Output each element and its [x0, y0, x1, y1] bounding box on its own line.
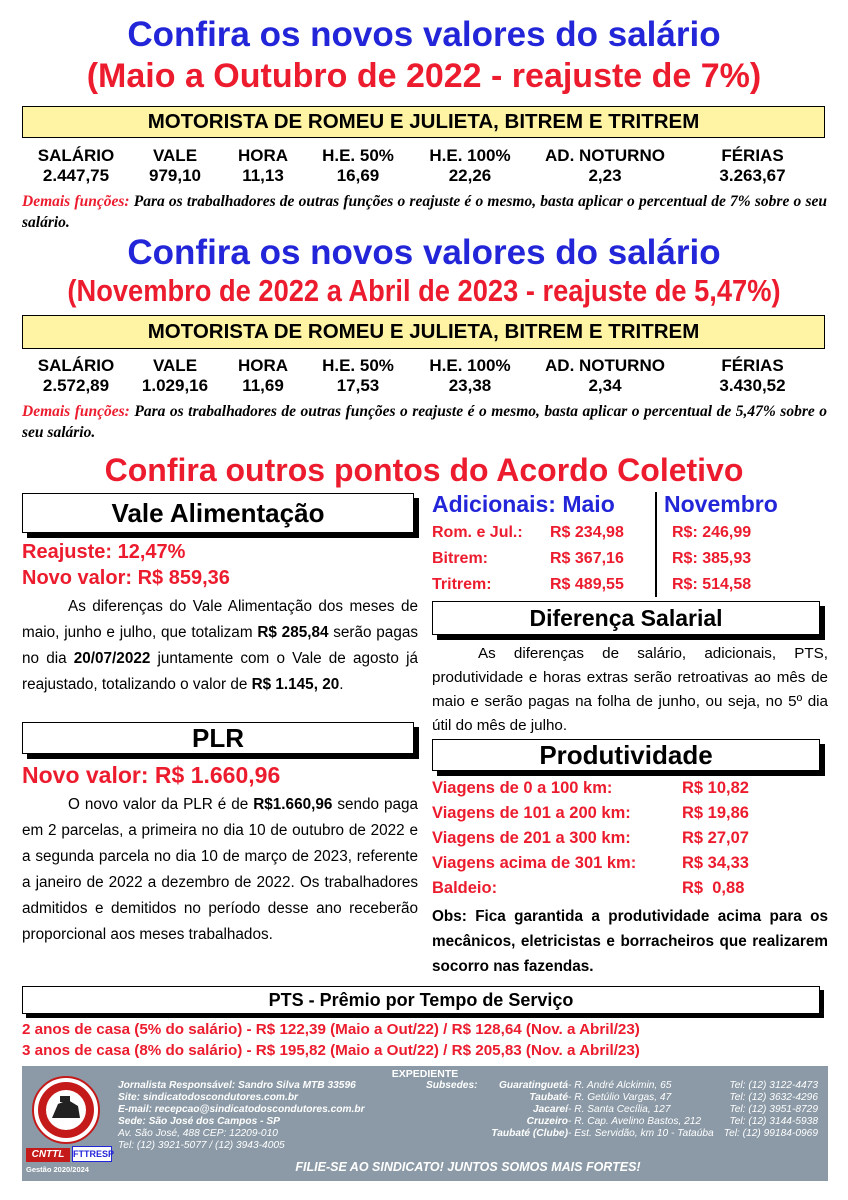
header-he100: H.E. 100%	[429, 356, 511, 375]
produtividade-row	[432, 776, 832, 801]
produtividade-obs: Obs: Fica garantida a produtividade acima para os mecânicos, eletricistas e borracheiros que realizarem socorro nas fazendas.	[432, 908, 828, 975]
produtividade-row	[432, 826, 832, 851]
subsede-city: Jacareí	[532, 1104, 568, 1115]
vale-text-2: serão pagas no dia	[22, 624, 418, 667]
subsede-phone: Tel: (12) 3122-4473	[729, 1080, 818, 1091]
value-ferias: 3.263,67	[719, 166, 786, 185]
produtividade-header: Produtividade	[432, 739, 820, 771]
subsedes-list	[426, 1080, 818, 1140]
acordo-title: Confira outros pontos do Acordo Coletivo	[104, 452, 744, 488]
produtividade-label: Baldeio:	[432, 879, 498, 897]
value-ferias: 3.430,52	[719, 376, 786, 395]
subsede-row	[426, 1128, 818, 1140]
salary-subtitle-2: (Novembro de 2022 a Abril de 2023 - reajuste de 5,47%)	[67, 273, 781, 308]
subsede-address: - R. Getúlio Vargas, 47	[568, 1092, 672, 1103]
adicionais-nov: R$: 514,58	[672, 576, 752, 593]
diferenca-paragraph: As diferenças de salário, adicionais, PTS, produtividade e horas extras serão retroativas ao mês de maio e serão pagas na folha de junho, ou seja, no 5º dia útil do mês de julho.	[432, 645, 828, 734]
footer-address: Av. São José, 488 CEP: 12209-010	[118, 1128, 278, 1139]
subsede-city: Guaratinguetá	[498, 1080, 568, 1091]
value-he100: 22,26	[448, 166, 492, 185]
adicionais-label: Bitrem:	[432, 550, 489, 567]
adicionais-label: Rom. e Jul.:	[432, 524, 523, 541]
adicionais-maio: R$ 367,16	[550, 550, 624, 567]
subsede-row	[426, 1080, 818, 1092]
adicionais-title: Adicionais: Maio	[432, 491, 615, 517]
produtividade-value: R$ 0,88	[682, 879, 745, 897]
subsede-address: - Est. Servidão, km 10 - Tataúba	[568, 1128, 714, 1139]
footer-phones: Tel: (12) 3921-5077 / (12) 3943-4005	[118, 1140, 285, 1151]
value-hora: 11,13	[242, 166, 284, 185]
vale-novo-valor: Novo valor: R$ 859,36	[22, 567, 230, 589]
produtividade-value: R$ 27,07	[682, 829, 749, 847]
adicionais-nov: R$: 385,93	[672, 550, 752, 567]
plr-header: PLR	[22, 722, 414, 754]
footer-email[interactable]: E-mail: recepcao@sindicatodoscondutores.com.br	[118, 1104, 365, 1115]
adicionais-row	[432, 572, 832, 598]
subsede-phone: Tel: (12) 3632-4296	[729, 1092, 818, 1103]
pts-line-1: 2 anos de casa (5% do salário) - R$ 122,39 (Maio a Out/22) / R$ 128,64 (Nov. a Abril/23)	[22, 1021, 640, 1038]
header-he50: H.E. 50%	[322, 356, 394, 375]
vale-bold-2: 20/07/2022	[73, 650, 151, 667]
adicionais-maio: R$ 489,55	[550, 576, 624, 593]
produtividade-row	[432, 851, 832, 876]
value-salario: 2.447,75	[42, 166, 110, 185]
pts-line-2: 3 anos de casa (8% do salário) - R$ 195,82 (Maio a Out/22) / R$ 205,83 (Nov. a Abril/23)	[22, 1042, 640, 1059]
diferenca-header: Diferença Salarial	[432, 601, 820, 635]
vale-paragraph	[22, 594, 418, 698]
note-lead-2: Demais funções:	[22, 403, 130, 420]
header-hora: HORA	[237, 356, 289, 375]
header-ferias: FÉRIAS	[721, 356, 784, 375]
value-he100: 23,38	[448, 376, 492, 395]
gestao-label: Gestão 2020/2024	[26, 1165, 89, 1174]
adicionais-nov: R$: 246,99	[672, 524, 752, 541]
adicionais-title-nov: Novembro	[664, 491, 778, 517]
note-2	[22, 401, 827, 443]
produtividade-label: Viagens de 0 a 100 km:	[432, 779, 613, 797]
plr-text-1: O novo valor da PLR é de	[68, 796, 254, 813]
produtividade-label: Viagens de 201 a 300 km:	[432, 829, 631, 847]
note-text-2: Para os trabalhadores de outras funções o reajuste é o mesmo, basta aplicar o percentual de 5,47% sobre o seu salário.	[22, 403, 827, 441]
header-noturno: AD. NOTURNO	[545, 146, 665, 165]
salary-title-1: Confira os novos valores do salário	[127, 15, 721, 54]
footer-jornalista: Jornalista Responsável: Sandro Silva MTB 33596	[118, 1080, 356, 1091]
produtividade-value: R$ 34,33	[682, 854, 749, 872]
subsede-row	[426, 1104, 818, 1116]
produtividade-value: R$ 19,86	[682, 804, 749, 822]
subsede-address: - R. André Alckimin, 65	[568, 1080, 672, 1091]
plr-novo-valor: Novo valor: R$ 1.660,96	[22, 762, 281, 788]
subsedes-label: Subsedes:	[426, 1080, 478, 1091]
produtividade-row	[432, 801, 832, 826]
produtividade-label: Viagens de 101 a 200 km:	[432, 804, 631, 822]
subsede-phone: Tel: (12) 99184-0969	[723, 1128, 818, 1139]
value-noturno: 2,23	[588, 166, 622, 185]
plr-bold-1: R$1.660,96	[253, 796, 333, 813]
subsede-phone: Tel: (12) 3144-5938	[729, 1116, 818, 1127]
plr-text-2: sendo paga em 2 parcelas, a primeira no dia 10 de outubro de 2022 e a segunda parcela no dia 10 de março de 2023, referente a janeiro de 2022 a dezembro de 2022. Os trabalhadores admitidos e demitidos no período desse ano receberão proporcional aos meses trabalhados.	[22, 796, 418, 943]
subsede-address: - R. Cap. Avelino Bastos, 212	[568, 1116, 702, 1127]
header-he100: H.E. 100%	[429, 146, 511, 165]
produtividade-row	[432, 876, 832, 901]
cnttl-logo: CNTTL	[26, 1148, 70, 1162]
vale-bold-1: R$ 285,84	[257, 624, 329, 641]
value-vale: 979,10	[149, 166, 201, 185]
vale-text-4: .	[339, 676, 344, 693]
subsede-row	[426, 1092, 818, 1104]
value-hora: 11,69	[242, 376, 284, 395]
header-noturno: AD. NOTURNO	[545, 356, 665, 375]
pts-header: PTS - Prêmio por Tempo de Serviço	[22, 986, 820, 1014]
adicionais-table	[432, 520, 832, 598]
note-text-1: Para os trabalhadores de outras funções o reajuste é o mesmo, basta aplicar o percentual de 7% sobre o seu salário.	[22, 193, 828, 231]
footer-slogan: FILIE-SE AO SINDICATO! JUNTOS SOMOS MAIS FORTES!	[295, 1160, 641, 1174]
note-1	[22, 191, 827, 233]
vale-text-3: juntamente com o Vale de agosto já reajustado, totalizando o valor de	[22, 650, 418, 693]
footer-contact	[118, 1080, 365, 1152]
adicionais-label: Tritrem:	[432, 576, 492, 593]
header-he50: H.E. 50%	[322, 146, 394, 165]
vale-bold-3: R$ 1.145, 20	[251, 676, 340, 693]
fttresp-logo: FTTRESP	[72, 1146, 112, 1162]
header-salario: SALÁRIO	[37, 146, 115, 165]
produtividade-label: Viagens acima de 301 km:	[432, 854, 637, 872]
note-lead-1: Demais funções:	[22, 193, 130, 210]
header-vale: VALE	[152, 146, 198, 165]
vale-text-1: As diferenças do Vale Alimentação dos meses de maio, junho e julho, que totalizam	[22, 598, 418, 641]
salary-table-1	[22, 146, 825, 186]
value-he50: 17,53	[336, 376, 380, 395]
header-ferias: FÉRIAS	[721, 146, 784, 165]
salary-title-2: Confira os novos valores do salário	[127, 233, 721, 272]
subsede-city: Taubaté (Clube)	[491, 1128, 568, 1139]
value-vale: 1.029,16	[141, 376, 209, 395]
footer-sede: Sede: São José dos Campos - SP	[118, 1116, 280, 1127]
subsede-phone: Tel: (12) 3951-8729	[729, 1104, 818, 1115]
union-logo	[32, 1076, 100, 1144]
role-box-1: MOTORISTA DE ROMEU E JULIETA, BITREM E TRITREM	[22, 106, 825, 138]
adicionais-maio: R$ 234,98	[550, 524, 624, 541]
value-noturno: 2,34	[588, 376, 622, 395]
header-vale: VALE	[152, 356, 198, 375]
vale-reajuste: Reajuste: 12,47%	[22, 541, 186, 563]
subsede-address: - R. Santa Cecília, 127	[568, 1104, 671, 1115]
subsede-city: Cruzeiro	[526, 1116, 568, 1127]
produtividade-value: R$ 10,82	[682, 779, 749, 797]
header-hora: HORA	[237, 146, 289, 165]
produtividade-table	[432, 776, 832, 901]
salary-subtitle-1: (Maio a Outubro de 2022 - reajuste de 7%)	[86, 57, 762, 95]
union-logo-icon	[34, 1078, 98, 1142]
footer	[22, 1066, 828, 1181]
adicionais-row	[432, 520, 832, 546]
adicionais-row	[432, 546, 832, 572]
subsede-row	[426, 1116, 818, 1128]
vale-header: Vale Alimentação	[22, 493, 414, 533]
role-box-2: MOTORISTA DE ROMEU E JULIETA, BITREM E TRITREM	[22, 315, 825, 349]
footer-site[interactable]: Site: sindicatodoscondutores.com.br	[118, 1092, 299, 1103]
header-salario: SALÁRIO	[37, 356, 115, 375]
subsede-city: Taubaté	[529, 1092, 568, 1103]
plr-paragraph	[22, 792, 418, 948]
footer-expediente: EXPEDIENTE	[391, 1068, 459, 1080]
salary-table-2	[22, 356, 825, 396]
value-he50: 16,69	[336, 166, 380, 185]
value-salario: 2.572,89	[42, 376, 110, 395]
